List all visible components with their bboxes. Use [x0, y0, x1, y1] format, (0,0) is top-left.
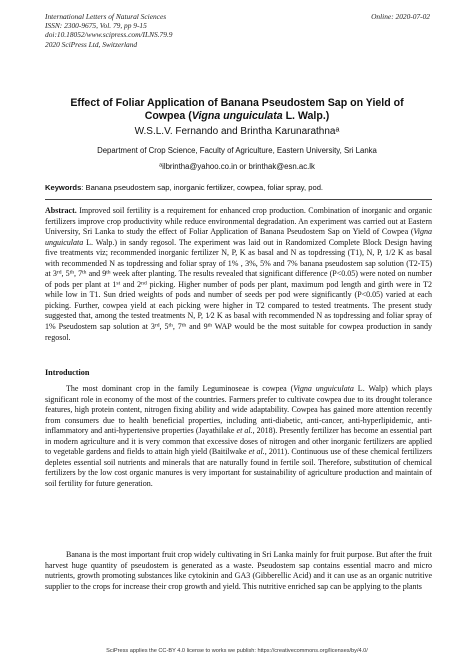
abstract-text: and 2 — [120, 279, 142, 289]
abstract — [45, 206, 432, 343]
intro-text: , 2011). Continuous use of these chemical fertilizers depletes essential soil nutrients and minerals that are naturally found in fertile soil. Therefore, substitution of chemical fertilizers by the low cost organic manures is very important for sustainability of agriculture production and maintain of soil fertility for future generation. — [45, 447, 433, 488]
journal-header — [45, 12, 173, 49]
abstract-text: week after planting. The results revealed that significant difference (P<0.05) were noted on number of pods per plant at 1 — [45, 269, 433, 289]
journal-issn: ISSN: 2300-9675, Vol. 79, pp 9-15 — [45, 21, 147, 31]
citation-etal: et al. — [248, 447, 265, 457]
ordinal-sup: rd — [56, 269, 62, 276]
citation-etal: et al. — [236, 426, 253, 436]
journal-doi: doi:10.18052/www.scipress.com/ILNS.79.9 — [45, 30, 173, 40]
abstract-text: , 5 — [159, 322, 169, 332]
abstract-text: WAP would be the most suitable for cowpea production in sandy regosol. — [45, 322, 432, 342]
intro-text: , 2018). Presently fertilizer has become an essential part in modern agriculture and it is very common that excessive doses of nitrogen and other inorganic fertilizers are applied to vegetable gardens and fields to attain high yield (Baitilwake — [45, 426, 433, 457]
title-text: L. Walp.) — [282, 110, 330, 123]
affiliation: Department of Crop Science, Faculty of Agriculture, Eastern University, Sri Lanka — [97, 146, 377, 155]
ordinal-sup: th — [69, 269, 75, 276]
ordinal-sup: st — [116, 280, 121, 287]
divider — [45, 199, 432, 200]
license-footer: SciPress applies the CC-BY 4.0 license to works we publish: https://creativecommons.org/licenses/by/4.0/ — [106, 648, 368, 654]
intro-text: The most dominant crop in the family Leguminoseae is cowpea ( — [66, 384, 294, 393]
title-line-1: Effect of Foliar Application of Banana Pseudostem Sap on Yield of — [70, 97, 404, 109]
online-date: Online: 2020-07-02 — [371, 12, 430, 21]
ordinal-sup: th — [82, 269, 87, 276]
abstract-text: L. Walp.) in sandy regosol. The experiment was laid out in Randomized Complete Block Design having five treatments viz; recommended inorganic fertilizer N, P, K as basal and N as topdressing (T1), N, P, 1/2 K as basal with recommended N as topdressing and foliar spray of 1% , 3%, 5% and 7% banana pseudostem sap solution (T2-T5) at 3 — [45, 237, 432, 279]
ordinal-sup: th — [106, 269, 111, 276]
abstract-text: , 5 — [61, 269, 70, 279]
abstract-text: , 7 — [172, 322, 182, 332]
author-list — [40, 126, 434, 138]
intro-paragraph-1 — [45, 384, 432, 489]
title-species: Vigna unguiculata — [191, 110, 283, 123]
title-text: Cowpea ( — [144, 110, 192, 123]
ordinal-sup: th — [181, 322, 187, 329]
keywords-label: Keywords — [45, 183, 82, 192]
email-text[interactable]: ilbrintha@yahoo.co.in or brinthak@esn.ac.lk — [162, 162, 315, 171]
section-heading-introduction: Introduction — [45, 368, 90, 377]
abstract-species: Vigna unguiculata — [45, 227, 432, 247]
intro-text: L. Walp) which plays significant role in economy of the most of the countries. Farmers prefer to cultivate cowpea due to its drought tolerance features, high protein content, nitrogen fixing ability and wide adaptability. Cowpea has gained more attention recently from consumers due to health beneficial properties, including anti-diabetic, anti-cancer, anti-hyperlipidemic, anti-inflammatory and anti-hypertensive properties (Jayathilake — [45, 384, 433, 436]
intro-species: Vigna unguiculata — [293, 384, 354, 393]
intro-paragraph-2: Banana is the most important fruit crop widely cultivating in Sri Lanka mainly for fruit purpose. But after the fruit harvest huge quantity of pseudostem is generated as a waste. Pseudostem sap contains essential macro and micro nutrients, growth promoting substances like cytokinin and GA3 (Gibberellic Acid) and it can use as an organic nutritive supplier to the crops for increase their crop growth and yield. This nutritive enriched sap can be applying to the plants — [45, 550, 432, 591]
author-names: W.S.L.V. Fernando and Brintha Karunarathna — [134, 126, 336, 137]
abstract-text: Improved soil fertility is a requirement for enhanced crop production. Combination of inorganic and organic fertilizers improve crop productivity while reduce environmental degradation. An experiment was carried out at Eastern University, Sri Lanka to study the effect of Foliar Application of Banana Pseudostem Sap on Yield of Cowpea ( — [45, 206, 432, 237]
affiliation-mark: a — [335, 126, 340, 134]
abstract-text: and 9 — [86, 269, 107, 279]
journal-name: International Letters of Natural Sciences — [45, 12, 167, 21]
abstract-label: Abstract. — [45, 206, 77, 215]
paper-title — [40, 97, 434, 124]
keywords-text: : Banana pseudostem sap, inorganic fertilizer, cowpea, foliar spray, pod. — [81, 183, 324, 192]
ordinal-sup: nd — [141, 280, 147, 287]
journal-copyright: 2020 SciPress Ltd, Switzerland — [45, 39, 138, 49]
keywords — [45, 183, 440, 193]
ordinal-sup: rd — [154, 322, 160, 329]
ordinal-sup: th — [207, 322, 212, 329]
abstract-text: and 9 — [186, 322, 208, 332]
email-mark: a — [159, 162, 163, 169]
abstract-text: , 7 — [74, 269, 83, 279]
contact-email — [40, 162, 434, 172]
abstract-text: picking. Higher number of pods per plant, maximum pod length and girth were in T2 while low in T1. Sun dried weights of pods and number of seeds per pod were significantly (P<0.05) varied at each picking. Further, cowpea yield at each picking were higher in T2 compared to tested treatments. The present study suggested that, among the tested treatments N, P, 1⁄2 K as basal with recommended N as topdressing and foliar spray of 1% Pseudostem sap solution at 3 — [45, 279, 432, 332]
title-line-2 — [40, 110, 434, 123]
ordinal-sup: th — [168, 322, 173, 329]
